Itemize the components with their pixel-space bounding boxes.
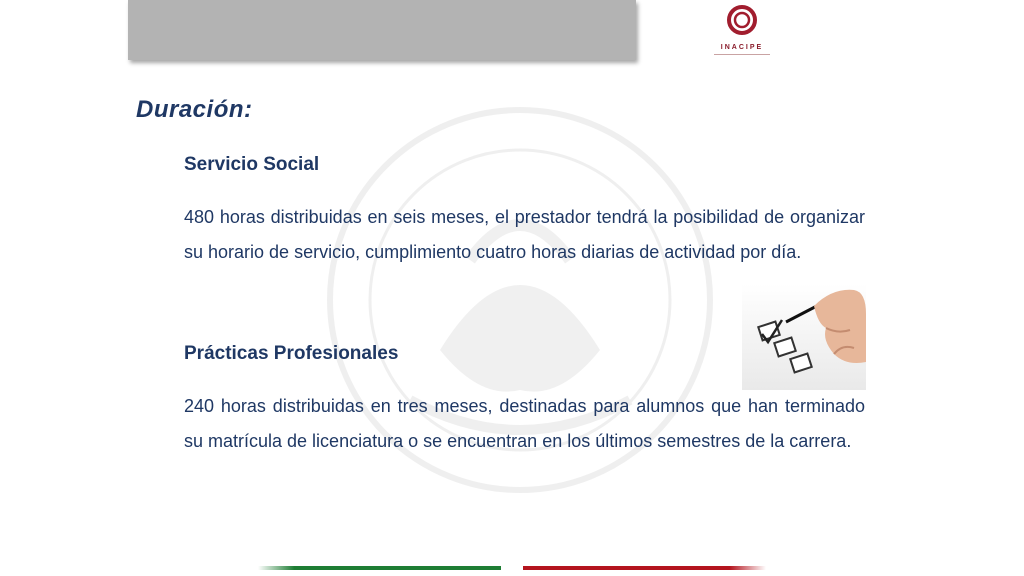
- section-heading-servicio-social: Servicio Social: [184, 154, 320, 175]
- bottom-line-red: [523, 566, 766, 570]
- logo-text: INACIPE: [720, 44, 764, 51]
- inacipe-logo: [706, 4, 778, 56]
- section-text-practicas-profesionales: 240 horas distribuidas en tres meses, destinadas para alumnos que han terminado su matrícula de licenciatura o se encuentran en los últimos semestres de la carrera.: [184, 396, 865, 451]
- checklist-hand-icon: [742, 284, 866, 390]
- bottom-line-green: [258, 566, 501, 570]
- section-heading-practicas-profesionales: Prácticas Profesionales: [184, 343, 399, 364]
- slide-title: Duración:: [136, 96, 253, 123]
- inacipe-logo-icon: [726, 4, 758, 38]
- header-bar: [128, 0, 636, 60]
- logo-underline: [714, 54, 770, 55]
- section-text-servicio-social: 480 horas distribuidas en seis meses, el prestador tendrá la posibilidad de organizar su horario de servicio, cumplimiento cuatro horas diarias de actividad por día.: [184, 207, 865, 262]
